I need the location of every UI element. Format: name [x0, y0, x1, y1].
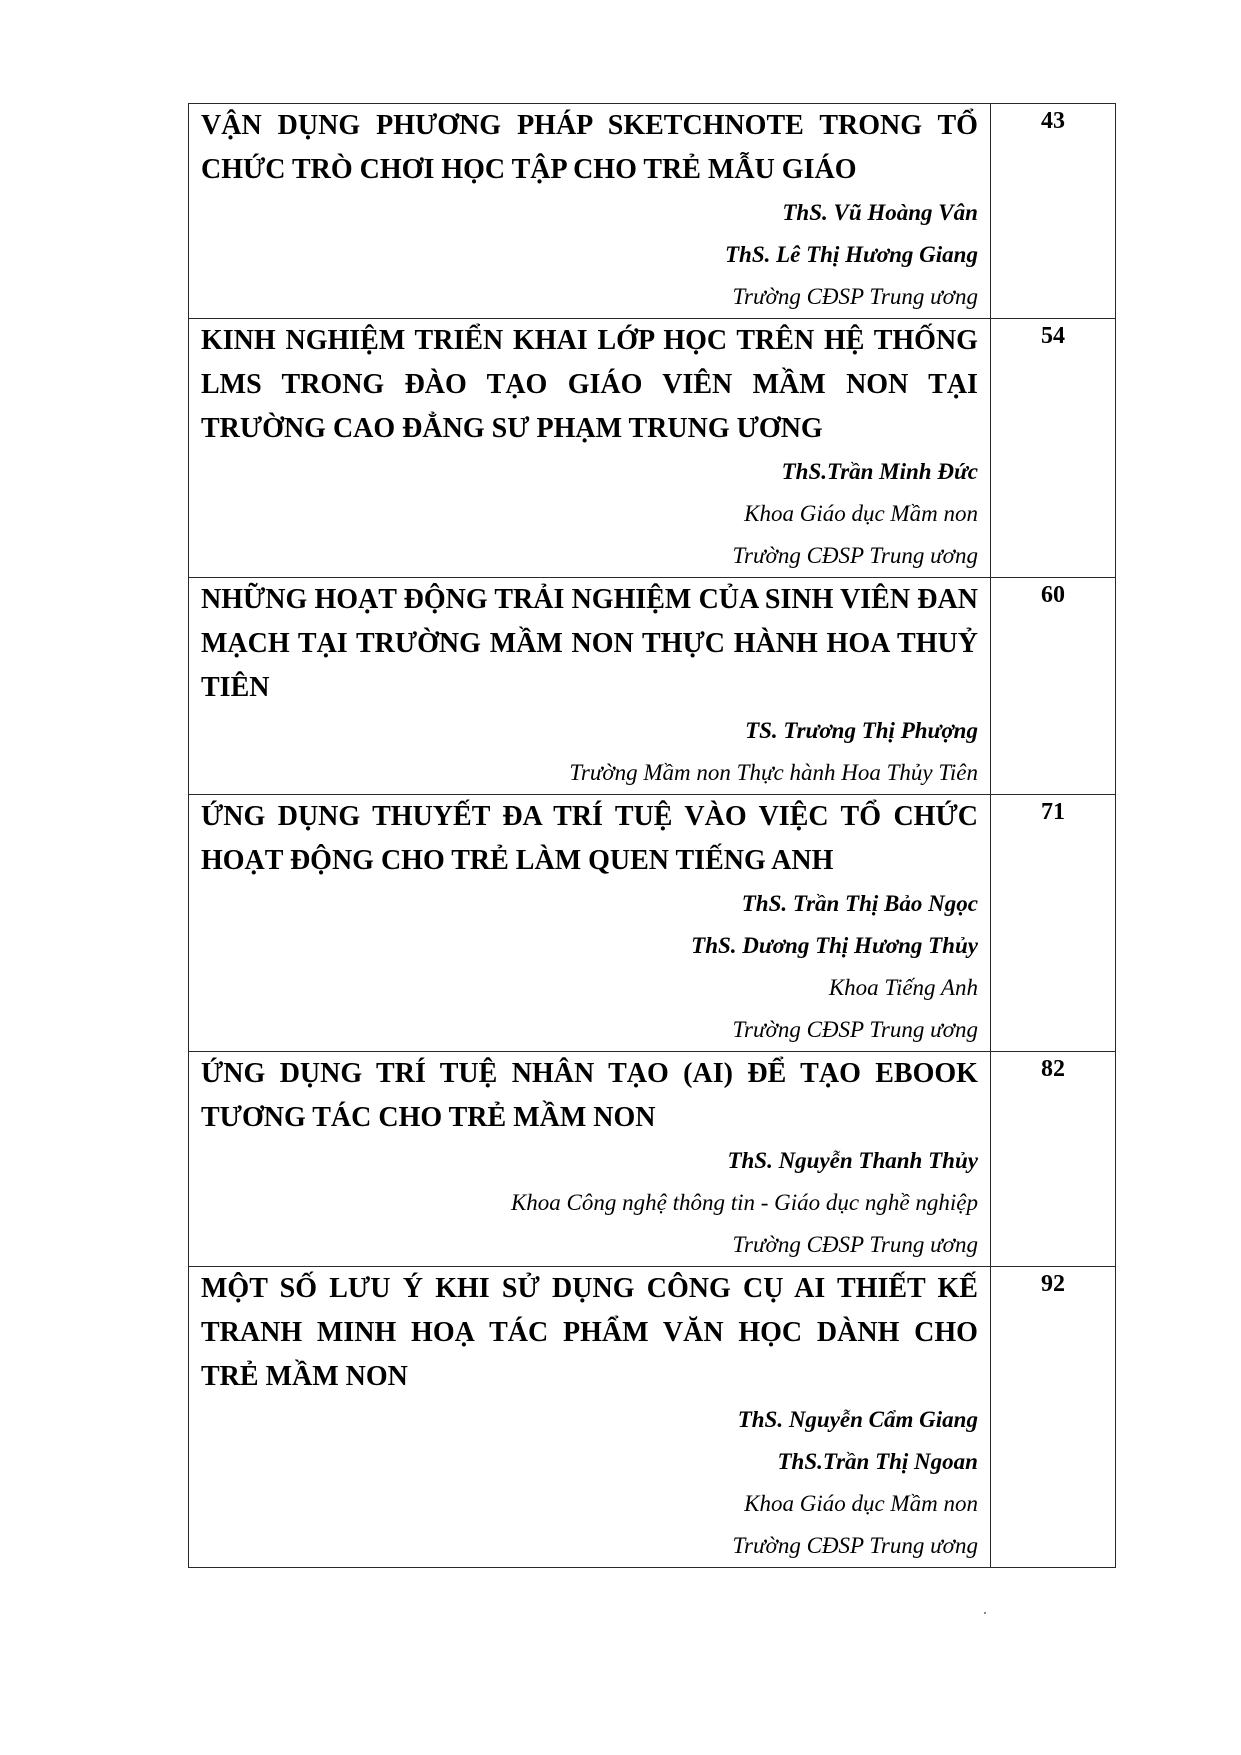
entry-affiliation: Trường Mầm non Thực hành Hoa Thủy Tiên — [569, 760, 978, 785]
entry-page-number: 43 — [990, 104, 1115, 319]
entry-author: ThS. Dương Thị Hương Thủy — [691, 933, 978, 958]
entry-title: NHỮNG HOẠT ĐỘNG TRẢI NGHIỆM CỦA SINH VIÊN ĐAN MẠCH TẠI TRƯỜNG MẦM NON THỰC HÀNH HOA THUỶ TIÊN — [201, 584, 978, 703]
entry-page-number: 71 — [990, 795, 1115, 1052]
entry-author: ThS. Lê Thị Hương Giang — [724, 242, 978, 267]
toc-row — [189, 1052, 1116, 1267]
entry-page-number: 54 — [990, 319, 1115, 578]
entry-author: ThS.Trần Thị Ngoan — [777, 1449, 978, 1474]
entry-author: ThS. Nguyễn Thanh Thủy — [727, 1148, 978, 1173]
toc-entry-cell — [189, 104, 991, 319]
toc-entry-cell — [189, 1267, 991, 1568]
entry-affiliation: Trường CĐSP Trung ương — [732, 1533, 978, 1558]
entry-page-number: 60 — [990, 578, 1115, 795]
entry-affiliation: Khoa Giáo dục Mầm non — [744, 501, 978, 526]
entry-title: ỨNG DỤNG THUYẾT ĐA TRÍ TUỆ VÀO VIỆC TỔ CHỨC HOẠT ĐỘNG CHO TRẺ LÀM QUEN TIẾNG ANH — [201, 801, 978, 876]
toc-entry-cell — [189, 795, 991, 1052]
entry-title: ỨNG DỤNG TRÍ TUỆ NHÂN TẠO (AI) ĐỂ TẠO EBOOK TƯƠNG TÁC CHO TRẺ MẦM NON — [201, 1058, 978, 1133]
entry-title: VẬN DỤNG PHƯƠNG PHÁP SKETCHNOTE TRONG TỔ CHỨC TRÒ CHƠI HỌC TẬP CHO TRẺ MẪU GIÁO — [201, 110, 978, 185]
entry-affiliation: Khoa Giáo dục Mầm non — [744, 1491, 978, 1516]
toc-entry-cell — [189, 319, 991, 578]
toc-entry-cell — [189, 578, 991, 795]
toc-row — [189, 104, 1116, 319]
entry-author: ThS. Vũ Hoàng Vân — [782, 200, 978, 225]
entry-page-number: 92 — [990, 1267, 1115, 1568]
entry-author: ThS.Trần Minh Đức — [781, 459, 978, 484]
toc-row — [189, 578, 1116, 795]
entry-title: MỘT SỐ LƯU Ý KHI SỬ DỤNG CÔNG CỤ AI THIẾT KẾ TRANH MINH HOẠ TÁC PHẨM VĂN HỌC DÀNH CHO TRẺ MẦM NON — [201, 1273, 978, 1392]
toc-body — [189, 104, 1116, 1568]
toc-row — [189, 319, 1116, 578]
entry-author: ThS. Trần Thị Bảo Ngọc — [741, 891, 978, 916]
entry-page-number: 82 — [990, 1052, 1115, 1267]
toc-row — [189, 1267, 1116, 1568]
entry-author: TS. Trương Thị Phượng — [745, 718, 978, 743]
entry-affiliation: Trường CĐSP Trung ương — [732, 1017, 978, 1042]
toc-entry-cell — [189, 1052, 991, 1267]
toc-row — [189, 795, 1116, 1052]
entry-affiliation: Khoa Công nghệ thông tin - Giáo dục nghề nghiệp — [510, 1190, 978, 1215]
table-of-contents — [188, 103, 1116, 1568]
entry-title: KINH NGHIỆM TRIỂN KHAI LỚP HỌC TRÊN HỆ THỐNG LMS TRONG ĐÀO TẠO GIÁO VIÊN MẦM NON TẠI TRƯỜNG CAO ĐẲNG SƯ PHẠM TRUNG ƯƠNG — [201, 325, 978, 444]
entry-affiliation: Trường CĐSP Trung ương — [732, 543, 978, 568]
entry-author: ThS. Nguyễn Cẩm Giang — [737, 1407, 978, 1432]
entry-affiliation: Khoa Tiếng Anh — [828, 975, 978, 1000]
stray-mark — [984, 1612, 986, 1614]
entry-affiliation: Trường CĐSP Trung ương — [732, 1232, 978, 1257]
entry-affiliation: Trường CĐSP Trung ương — [732, 284, 978, 309]
